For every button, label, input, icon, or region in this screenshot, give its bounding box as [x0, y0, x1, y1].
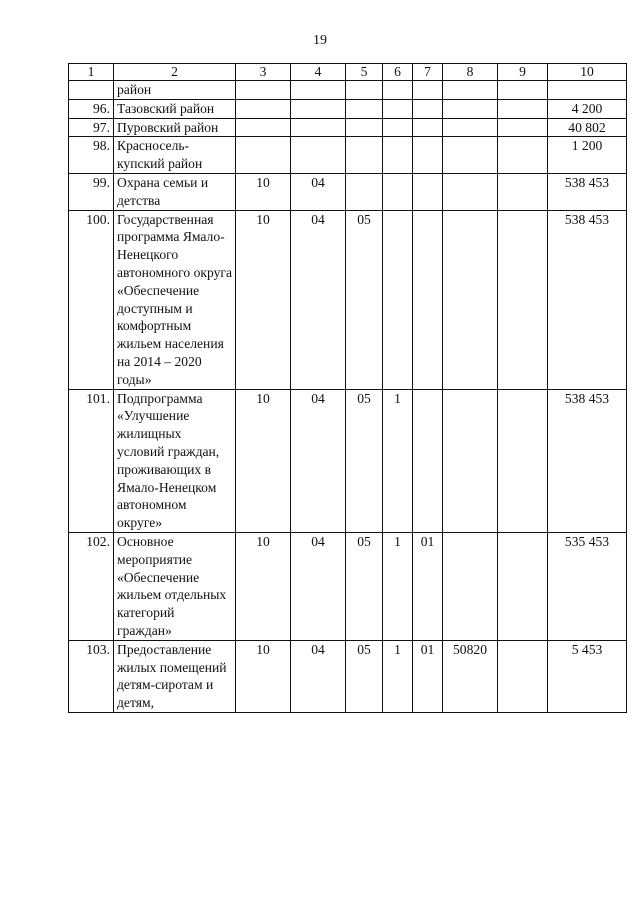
amount-value: 538 453 [548, 389, 627, 532]
direction-code [443, 210, 498, 389]
program-code: 05 [346, 389, 383, 532]
subprogram-code [383, 173, 413, 210]
program-code: 05 [346, 210, 383, 389]
program-code [346, 173, 383, 210]
item-name: Пуровский район [114, 118, 236, 137]
table-row [69, 137, 627, 174]
column-header-4: 4 [291, 64, 346, 81]
item-name: Предоставление жилых помещений детям-сиротам и детям, [114, 640, 236, 712]
table-row [69, 389, 627, 532]
item-name: Подпрограмма «Улучшение жилищных условий граждан, проживающих в Ямало-Ненецком автономном округе» [114, 389, 236, 532]
expense-type-code [498, 118, 548, 137]
table-row [69, 173, 627, 210]
subprogram-code [383, 118, 413, 137]
subprogram-code: 1 [383, 389, 413, 532]
expense-type-code [498, 532, 548, 640]
row-number: 97. [69, 118, 114, 137]
activity-code: 01 [413, 532, 443, 640]
row-number [69, 81, 114, 100]
activity-code [413, 99, 443, 118]
direction-code [443, 99, 498, 118]
subsection-code [291, 137, 346, 174]
program-code [346, 81, 383, 100]
table-row [69, 532, 627, 640]
activity-code [413, 210, 443, 389]
column-header-8: 8 [443, 64, 498, 81]
direction-code [443, 173, 498, 210]
activity-code [413, 389, 443, 532]
table-row [69, 99, 627, 118]
item-name: Красносель-купский район [114, 137, 236, 174]
table-row [69, 81, 627, 100]
row-number: 103. [69, 640, 114, 712]
subsection-code: 04 [291, 640, 346, 712]
row-number: 102. [69, 532, 114, 640]
amount-value: 5 453 [548, 640, 627, 712]
subsection-code: 04 [291, 389, 346, 532]
amount-value: 40 802 [548, 118, 627, 137]
table-row [69, 640, 627, 712]
row-number: 98. [69, 137, 114, 174]
expense-type-code [498, 173, 548, 210]
activity-code [413, 81, 443, 100]
section-code [236, 118, 291, 137]
program-code: 05 [346, 532, 383, 640]
subprogram-code [383, 137, 413, 174]
activity-code: 01 [413, 640, 443, 712]
expense-type-code [498, 99, 548, 118]
activity-code [413, 173, 443, 210]
subprogram-code [383, 81, 413, 100]
subsection-code: 04 [291, 210, 346, 389]
program-code [346, 99, 383, 118]
row-number: 99. [69, 173, 114, 210]
column-header-10: 10 [548, 64, 627, 81]
amount-value [548, 81, 627, 100]
column-header-5: 5 [346, 64, 383, 81]
subprogram-code [383, 99, 413, 118]
section-code: 10 [236, 210, 291, 389]
subprogram-code: 1 [383, 640, 413, 712]
item-name: район [114, 81, 236, 100]
amount-value: 538 453 [548, 173, 627, 210]
subsection-code [291, 81, 346, 100]
amount-value: 535 453 [548, 532, 627, 640]
amount-value: 1 200 [548, 137, 627, 174]
program-code: 05 [346, 640, 383, 712]
expense-type-code [498, 389, 548, 532]
page-number: 19 [313, 33, 327, 48]
table-header-row [69, 64, 627, 81]
column-header-3: 3 [236, 64, 291, 81]
section-code: 10 [236, 532, 291, 640]
direction-code: 50820 [443, 640, 498, 712]
section-code: 10 [236, 389, 291, 532]
section-code [236, 137, 291, 174]
subprogram-code [383, 210, 413, 389]
subsection-code [291, 99, 346, 118]
section-code [236, 99, 291, 118]
column-header-2: 2 [114, 64, 236, 81]
row-number: 96. [69, 99, 114, 118]
table-body [69, 81, 627, 713]
table-row [69, 210, 627, 389]
subsection-code [291, 118, 346, 137]
subprogram-code: 1 [383, 532, 413, 640]
amount-value: 4 200 [548, 99, 627, 118]
column-header-9: 9 [498, 64, 548, 81]
direction-code [443, 389, 498, 532]
direction-code [443, 137, 498, 174]
expense-type-code [498, 137, 548, 174]
expense-type-code [498, 640, 548, 712]
section-code: 10 [236, 640, 291, 712]
row-number: 100. [69, 210, 114, 389]
expense-type-code [498, 81, 548, 100]
section-code: 10 [236, 173, 291, 210]
column-header-7: 7 [413, 64, 443, 81]
activity-code [413, 118, 443, 137]
activity-code [413, 137, 443, 174]
subsection-code: 04 [291, 173, 346, 210]
item-name: Охрана семьи и детства [114, 173, 236, 210]
direction-code [443, 118, 498, 137]
program-code [346, 118, 383, 137]
section-code [236, 81, 291, 100]
column-header-1: 1 [69, 64, 114, 81]
direction-code [443, 532, 498, 640]
item-name: Основное мероприятие «Обеспечение жильем отдельных категорий граждан» [114, 532, 236, 640]
item-name: Государственная программа Ямало-Ненецкого автономного округа «Обеспечение доступным и комфортным жильем населения на 2014 – 2020 годы» [114, 210, 236, 389]
expense-type-code [498, 210, 548, 389]
column-header-6: 6 [383, 64, 413, 81]
subsection-code: 04 [291, 532, 346, 640]
program-code [346, 137, 383, 174]
row-number: 101. [69, 389, 114, 532]
table-row [69, 118, 627, 137]
amount-value: 538 453 [548, 210, 627, 389]
budget-table [68, 63, 627, 713]
item-name: Тазовский район [114, 99, 236, 118]
direction-code [443, 81, 498, 100]
